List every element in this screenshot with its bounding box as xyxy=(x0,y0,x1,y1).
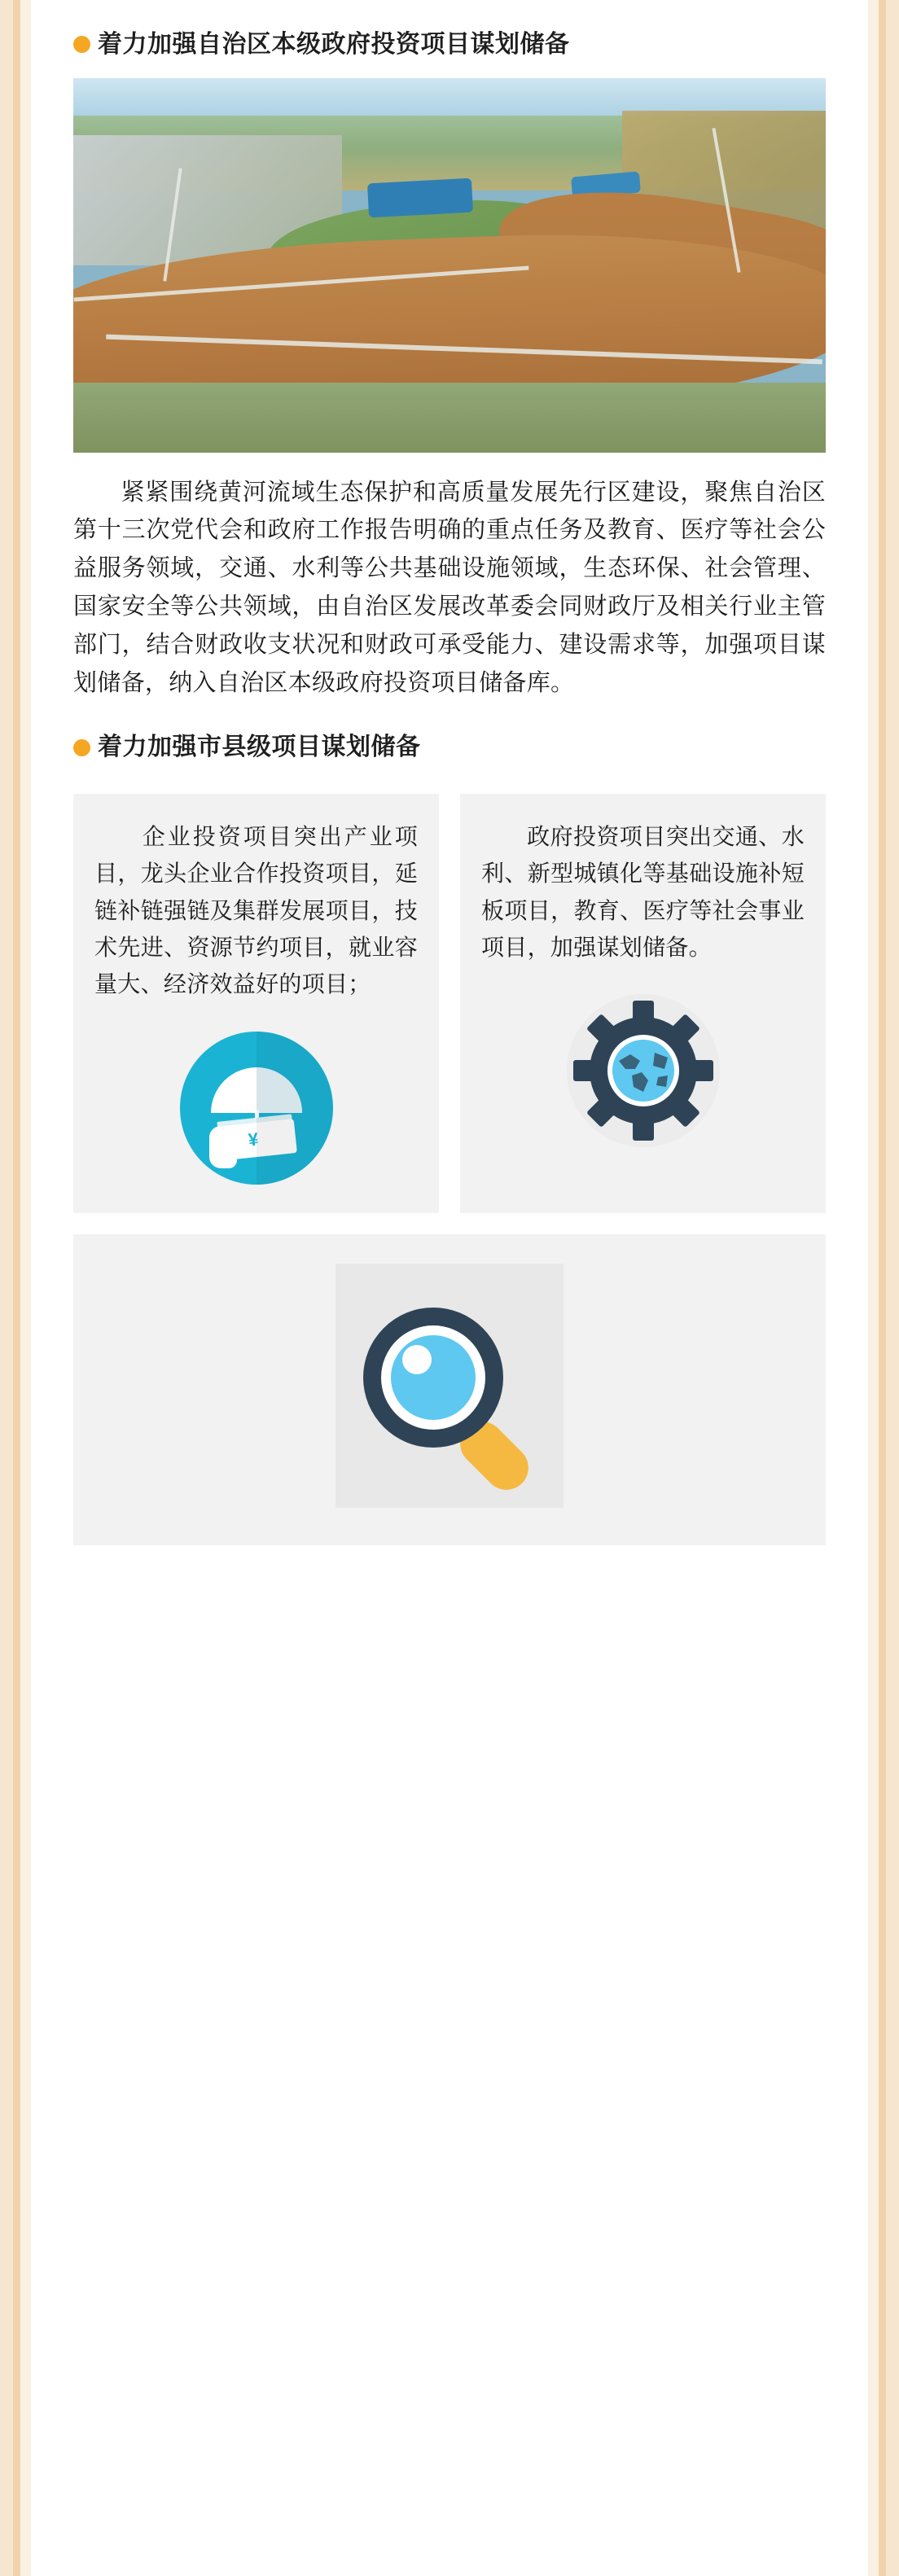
currency-symbol: ¥ xyxy=(247,1128,259,1150)
photo-riverbank xyxy=(73,383,826,453)
section-heading-1 xyxy=(73,0,826,75)
section-1-paragraph xyxy=(73,474,826,703)
icon-shade xyxy=(257,1032,333,1185)
bullet-icon xyxy=(73,739,90,756)
card-row xyxy=(73,794,826,1213)
umbrella-money-icon xyxy=(180,1032,333,1185)
card-government-investment-text: 政府投资项目突出交通、水利、新型城镇化等基础设施补短板项目，教育、医疗等社会事业项目，加强谋划储备。 xyxy=(481,823,805,960)
card-enterprise-icon-wrap xyxy=(94,1031,418,1185)
card-enterprise-investment-text: 企业投资项目突出产业项目，龙头企业合作投资项目，延链补链强链及集群发展项目，技术先进、资源节约项目，就业容量大、经济效益好的项目； xyxy=(94,823,418,997)
section-heading-2 xyxy=(73,703,826,778)
section-heading-1-label: 着力加强自治区本级政府投资项目谋划储备 xyxy=(98,31,570,58)
magnifier-lens xyxy=(391,1335,476,1420)
gear-globe-icon xyxy=(567,994,720,1147)
card-government-investment xyxy=(460,794,826,1213)
magnifier-icon xyxy=(335,1264,564,1508)
photo-lake xyxy=(367,177,473,217)
section-1-paragraph-text: 紧紧围绕黄河流域生态保护和高质量发展先行区建设，聚焦自治区第十三次党代会和政府工作报告明确的重点任务及教育、医疗等社会公益服务领域，交通、水利等公共基础设施领域，生态环保、社会管理、国家安全等公共领域，由自治区发展改革委会同财政厅及相关行业主管部门，结合财政收支状况和财政可承受能力、建设需求等，加强项目谋划储备，纳入自治区本级政府投资项目储备库。 xyxy=(73,479,826,697)
card-enterprise-investment xyxy=(73,794,439,1213)
card-government-icon-wrap xyxy=(481,993,805,1148)
gear-globe-svg xyxy=(570,997,717,1144)
card-enterprise-investment-body xyxy=(94,818,418,1003)
card-government-investment-body xyxy=(481,818,805,966)
bullet-icon xyxy=(73,36,90,53)
section-heading-2-label: 着力加强市县级项目谋划储备 xyxy=(98,734,421,761)
magnifier-glare xyxy=(402,1345,432,1374)
hero-photo-aerial-river xyxy=(73,78,826,453)
card-magnifier xyxy=(73,1234,826,1545)
